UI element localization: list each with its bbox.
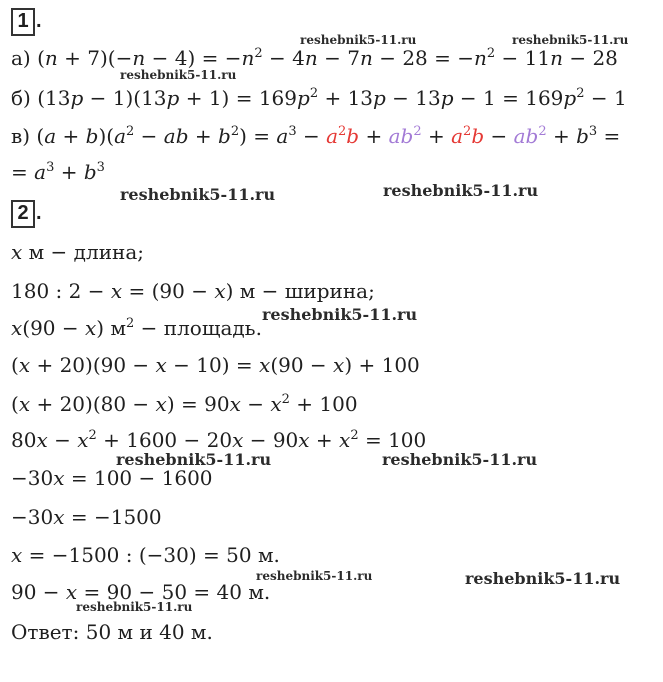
watermark: reshebnik5-11.ru (256, 569, 373, 583)
watermark: reshebnik5-11.ru (300, 33, 417, 47)
watermark: reshebnik5-11.ru (262, 305, 418, 324)
solution-line-3: x(90 − x) $м^2$ − площадь. (11, 316, 262, 340)
item-b: б) $(13p - 1)(13p + 1) = 169p^2 + 13p - 13p - 1 = 169p^2 - 1$ (11, 86, 627, 110)
solution-line-6: $80x - x^2 + 1600 - 20x - 90x + x^2 = 100$ (11, 428, 427, 452)
watermark: reshebnik5-11.ru (116, 450, 272, 469)
task-number-dot: . (36, 10, 42, 32)
task-number-dot: . (36, 202, 42, 224)
item-a: а) $(n + 7)(-n - 4) = -n^2 - 4n - 7n - 28 = -n^2 - 11n - 28$ (11, 46, 618, 70)
solution-line-9: x = −1500 : (−30) = 50 м. (11, 543, 280, 567)
solution-line-8: −30x = −1500 (11, 505, 162, 529)
watermark: reshebnik5-11.ru (120, 68, 237, 82)
item-v: в) $(a + b)(a^2$ − ab + $b^2) = a^3 - a^2b + ab^2 + a^2b - ab^2 + b^3$ = (11, 124, 621, 148)
solution-line-4: (x + 20)(90 − x − 10) = x(90 − x) + 100 (11, 353, 420, 377)
watermark: reshebnik5-11.ru (465, 569, 621, 588)
solution-line-1: x м − длина; (11, 240, 145, 264)
watermark: reshebnik5-11.ru (76, 600, 193, 614)
answer-line: Ответ: 50 м и 40 м. (11, 620, 213, 644)
watermark: reshebnik5-11.ru (120, 185, 276, 204)
watermark: reshebnik5-11.ru (512, 33, 629, 47)
solution-line-2: 180 : 2 − x = (90 − x) м − ширина; (11, 279, 375, 303)
solution-line-5: $(x + 20)(80 - x) = 90x - x^2 + 100$ (11, 392, 358, 416)
watermark: reshebnik5-11.ru (382, 450, 538, 469)
task-number-2: 2 (11, 200, 35, 228)
solution-line-10: 90 − x = 90 − 50 = 40 м. (11, 580, 271, 604)
item-v-continued: = $a^3 + b^3$ (11, 160, 105, 184)
solution-line-7: −30x = 100 − 1600 (11, 466, 213, 490)
task-number-1: 1 (11, 8, 35, 36)
watermark: reshebnik5-11.ru (383, 181, 539, 200)
